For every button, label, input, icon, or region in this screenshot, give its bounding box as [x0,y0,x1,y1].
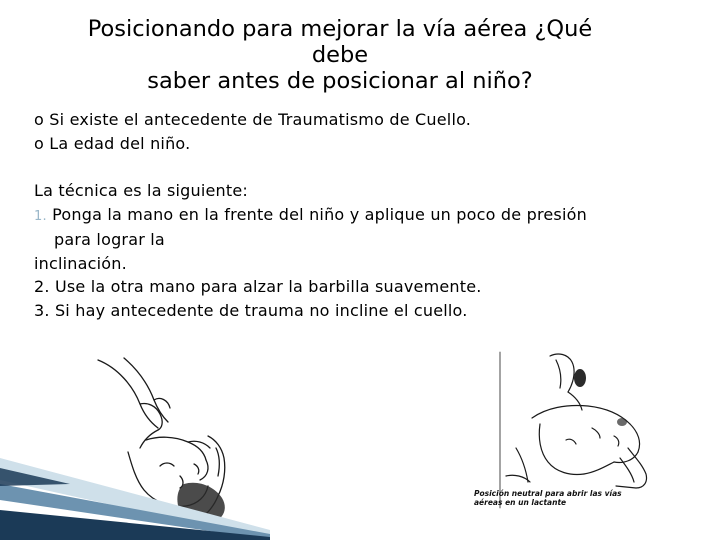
step-2: 2. Use la otra mano para alzar la barbilla suavemente. [34,277,482,296]
step-1-number: 1. [34,208,47,224]
bullet-text: La edad del niño. [49,133,191,153]
decorative-corner-bars [0,440,270,540]
step-1-continuation: para lograr la [54,230,165,249]
step-1 [34,203,684,229]
title-line-1: Posicionando para mejorar la vía aérea ¿Qué [87,16,593,42]
figure-caption: Posición neutral para abrir las vías aéreas en un lactante [474,489,622,507]
step-1-text: Ponga la mano en la frente del niño y aplique un poco de presión [52,204,587,224]
technique-intro: La técnica es la siguiente: [34,181,249,200]
spacer [34,155,684,179]
step-1-end: inclinación. [34,253,127,273]
bullet-item-1 [34,108,684,132]
bullet-item-2 [34,132,684,156]
bullet-marker: o [34,110,44,129]
title-line-2: debe [311,42,369,68]
bullet-marker: o [34,133,44,153]
title-line-3: saber antes de posicionar al niño? [147,68,533,94]
slide-body [34,108,684,322]
slide-title [60,16,620,94]
step-3: 3. Si hay antecedente de trauma no incline el cuello. [34,300,468,320]
bullet-text: Si existe el antecedente de Traumatismo de Cuello. [49,110,472,129]
